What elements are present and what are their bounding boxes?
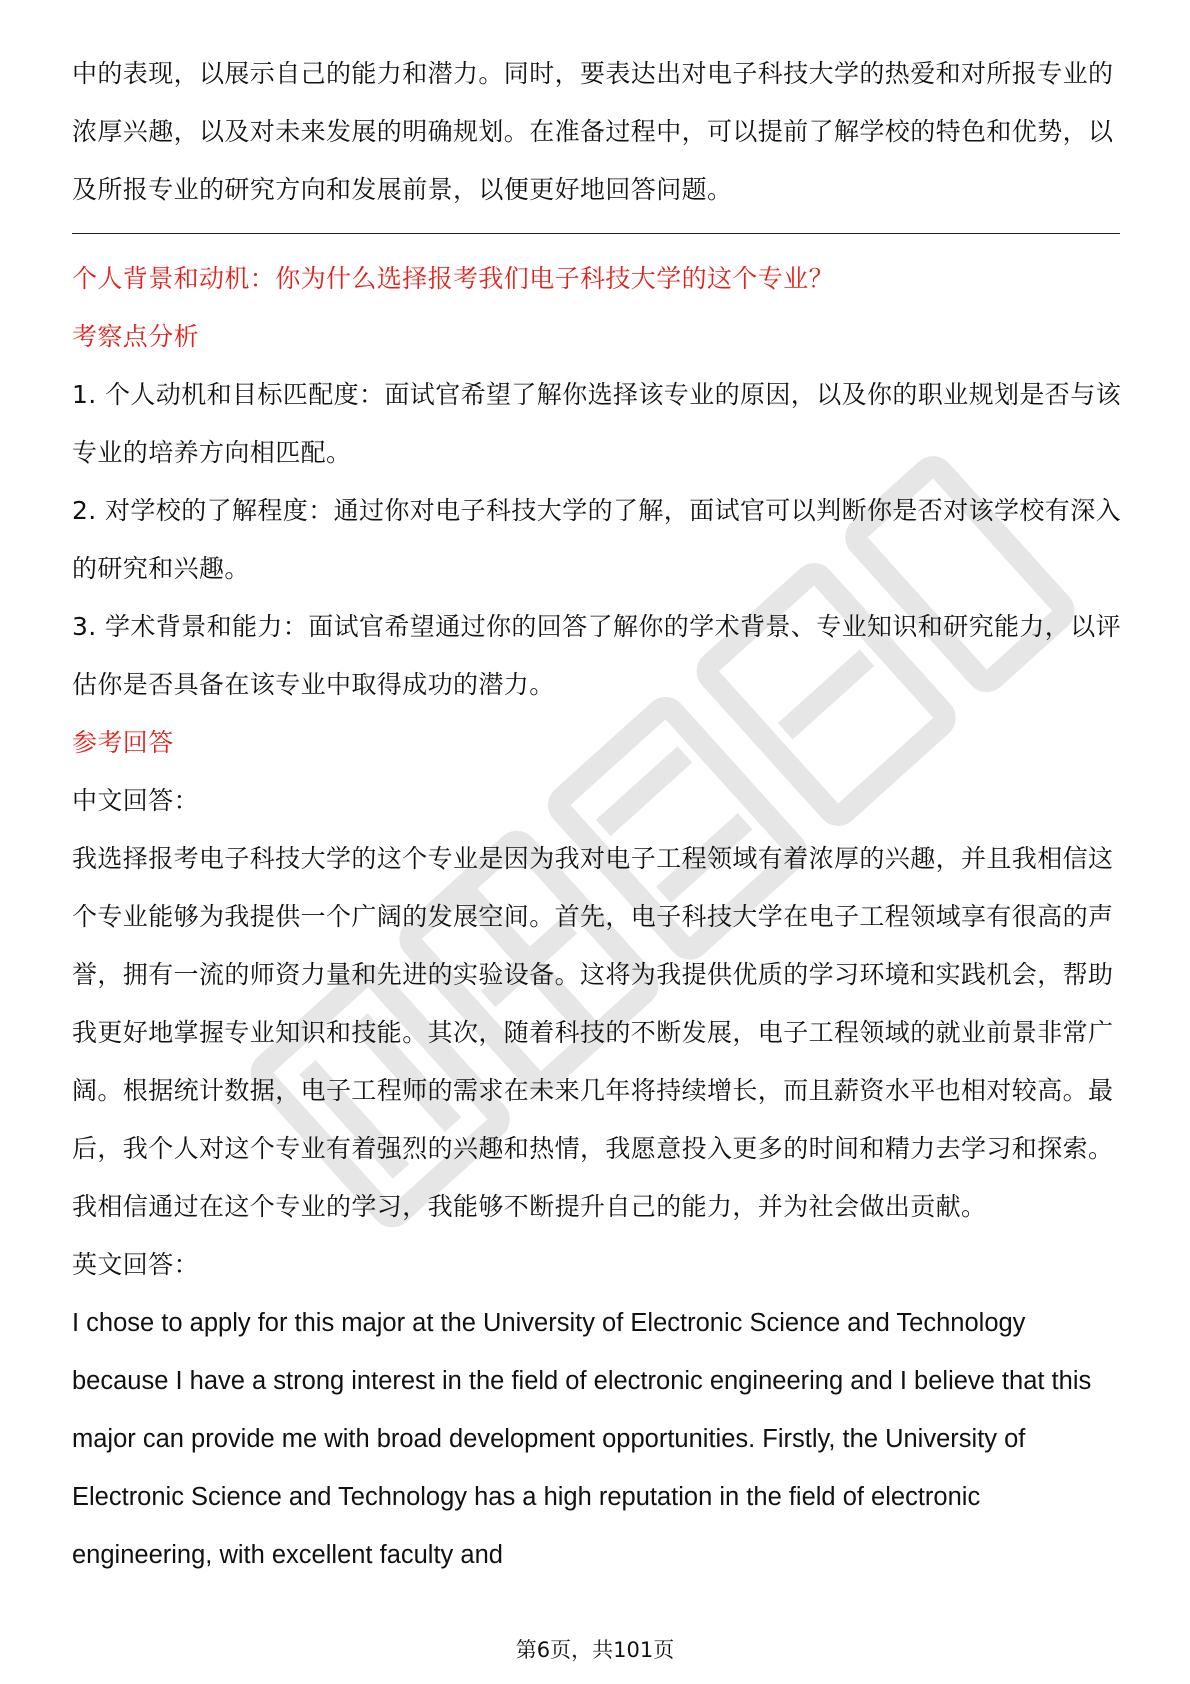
english-answer-label: 英文回答： (72, 1250, 200, 1279)
page-number-footer: 第6页，共101页 (515, 1638, 675, 1662)
question-heading: 个人背景和动机：你为什么选择报考我们电子科技大学的这个专业？ (72, 264, 835, 293)
page-content (72, 45, 1122, 1584)
english-answer: I chose to apply for this major at the University of Electronic Science and Technology because I have a strong interest in the field of electronic engineering and I believe that this major can provide me with broad development opportunities. Firstly, the University of Electronic Science and Technology has a high reputation in the field of electronic engineering, with excellent faculty and (72, 1309, 1092, 1569)
analysis-heading: 考察点分析 (72, 322, 200, 351)
reference-heading: 参考回答 (72, 728, 174, 757)
analysis-item: 1. 个人动机和目标匹配度：面试官希望了解你选择该专业的原因，以及你的职业规划是否与该专业的培养方向相匹配。 (72, 380, 1122, 467)
analysis-item: 2. 对学校的了解程度：通过你对电子科技大学的了解，面试官可以判断你是否对该学校有深入的研究和兴趣。 (72, 496, 1122, 583)
analysis-item: 3. 学术背景和能力：面试官希望通过你的回答了解你的学术背景、专业知识和研究能力，以评估你是否具备在该专业中取得成功的潜力。 (72, 612, 1122, 699)
chinese-answer: 我选择报考电子科技大学的这个专业是因为我对电子工程领域有着浓厚的兴趣，并且我相信这个专业能够为我提供一个广阔的发展空间。首先，电子科技大学在电子工程领域享有很高的声誉，拥有一流的师资力量和先进的实验设备。这将为我提供优质的学习环境和实践机会，帮助我更好地掌握专业知识和技能。其次，随着科技的不断发展，电子工程领域的就业前景非常广阔。根据统计数据，电子工程师的需求在未来几年将持续增长，而且薪资水平也相对较高。最后，我个人对这个专业有着强烈的兴趣和热情，我愿意投入更多的时间和精力去学习和探索。我相信通过在这个专业的学习，我能够不断提升自己的能力，并为社会做出贡献。 (72, 844, 1114, 1221)
intro-paragraph: 中的表现，以展示自己的能力和潜力。同时，要表达出对电子科技大学的热爱和对所报专业的浓厚兴趣，以及对未来发展的明确规划。在准备过程中，可以提前了解学校的特色和优势，以及所报专业的研究方向和发展前景，以便更好地回答问题。 (72, 59, 1114, 204)
chinese-answer-label: 中文回答： (72, 786, 200, 815)
section-divider (72, 233, 1120, 234)
